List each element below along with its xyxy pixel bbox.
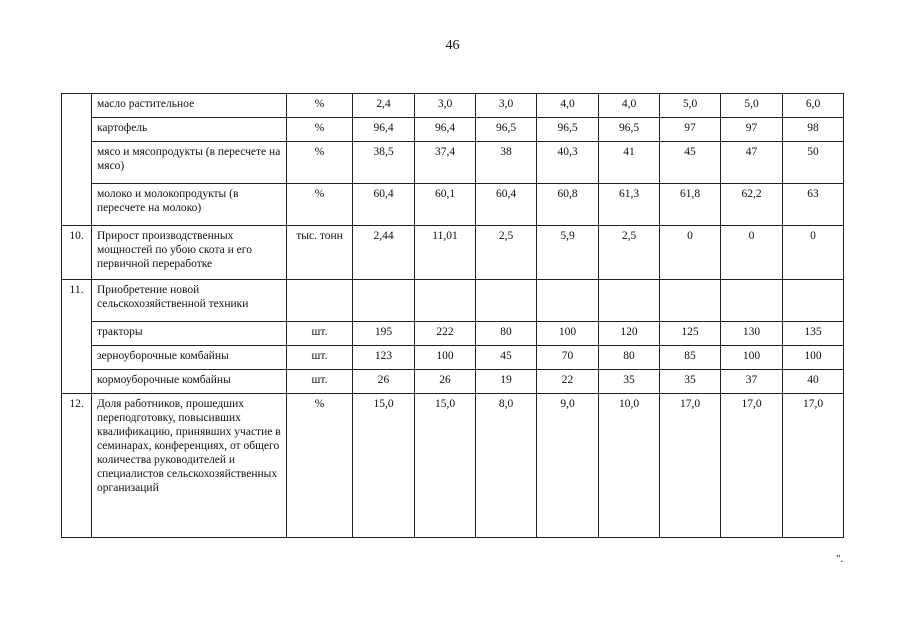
value-cell: 10,0 <box>599 394 660 538</box>
unit-cell: шт. <box>287 370 353 394</box>
value-cell: 5,0 <box>660 94 721 118</box>
indicator-name: тракторы <box>92 322 287 346</box>
value-cell: 96,4 <box>353 118 415 142</box>
value-cell: 15,0 <box>353 394 415 538</box>
value-cell: 37,4 <box>415 142 476 184</box>
unit-cell: % <box>287 118 353 142</box>
value-cell: 96,5 <box>599 118 660 142</box>
row-number <box>62 94 92 226</box>
value-cell: 11,01 <box>415 226 476 280</box>
value-cell: 125 <box>660 322 721 346</box>
value-cell: 5,0 <box>721 94 783 118</box>
table-row <box>62 94 844 118</box>
row-number: 11. <box>62 280 92 394</box>
value-cell: 6,0 <box>783 94 844 118</box>
value-cell: 100 <box>415 346 476 370</box>
table-row <box>62 280 844 322</box>
value-cell: 47 <box>721 142 783 184</box>
row-number: 12. <box>62 394 92 538</box>
value-cell: 2,5 <box>599 226 660 280</box>
value-cell <box>783 280 844 322</box>
value-cell: 96,5 <box>476 118 537 142</box>
value-cell: 2,4 <box>353 94 415 118</box>
value-cell: 9,0 <box>537 394 599 538</box>
unit-cell: % <box>287 184 353 226</box>
value-cell: 96,4 <box>415 118 476 142</box>
value-cell: 222 <box>415 322 476 346</box>
indicator-name: Доля работников, прошедших переподготовку, повысивших квалификацию, принявших участие в семинарах, конференциях, от общего количества руководителей и специалистов сельскохозяйственных организаций <box>92 394 287 538</box>
value-cell: 97 <box>721 118 783 142</box>
table-row <box>62 184 844 226</box>
indicator-name: мясо и мясопродукты (в пересчете на мясо) <box>92 142 287 184</box>
value-cell: 130 <box>721 322 783 346</box>
value-cell: 26 <box>353 370 415 394</box>
indicator-name: Приобретение новой сельскохозяйственной техники <box>92 280 287 322</box>
indicator-name: молоко и молокопродукты (в пересчете на молоко) <box>92 184 287 226</box>
value-cell: 97 <box>660 118 721 142</box>
value-cell: 62,2 <box>721 184 783 226</box>
value-cell: 0 <box>660 226 721 280</box>
value-cell: 22 <box>537 370 599 394</box>
indicator-name: зерноуборочные комбайны <box>92 346 287 370</box>
value-cell: 45 <box>476 346 537 370</box>
value-cell: 35 <box>599 370 660 394</box>
value-cell: 38 <box>476 142 537 184</box>
value-cell: 2,5 <box>476 226 537 280</box>
indicator-name: кормоуборочные комбайны <box>92 370 287 394</box>
page-number: 46 <box>445 38 460 53</box>
value-cell: 19 <box>476 370 537 394</box>
value-cell: 60,1 <box>415 184 476 226</box>
value-cell <box>660 280 721 322</box>
value-cell: 3,0 <box>415 94 476 118</box>
value-cell <box>415 280 476 322</box>
value-cell: 60,4 <box>476 184 537 226</box>
value-cell: 17,0 <box>721 394 783 538</box>
value-cell: 2,44 <box>353 226 415 280</box>
table-row <box>62 322 844 346</box>
table-row <box>62 118 844 142</box>
table-row <box>62 142 844 184</box>
value-cell: 35 <box>660 370 721 394</box>
value-cell: 4,0 <box>599 94 660 118</box>
value-cell: 100 <box>537 322 599 346</box>
value-cell: 61,3 <box>599 184 660 226</box>
table-row <box>62 226 844 280</box>
value-cell: 120 <box>599 322 660 346</box>
value-cell: 100 <box>783 346 844 370</box>
value-cell: 60,4 <box>353 184 415 226</box>
value-cell: 38,5 <box>353 142 415 184</box>
indicator-name: масло растительное <box>92 94 287 118</box>
unit-cell: шт. <box>287 322 353 346</box>
value-cell: 37 <box>721 370 783 394</box>
value-cell: 3,0 <box>476 94 537 118</box>
value-cell <box>353 280 415 322</box>
value-cell: 26 <box>415 370 476 394</box>
value-cell <box>721 280 783 322</box>
closing-quote-mark: ". <box>836 553 844 565</box>
value-cell: 61,8 <box>660 184 721 226</box>
value-cell: 96,5 <box>537 118 599 142</box>
value-cell: 15,0 <box>415 394 476 538</box>
unit-cell: тыс. тонн <box>287 226 353 280</box>
value-cell: 17,0 <box>783 394 844 538</box>
value-cell: 50 <box>783 142 844 184</box>
indicator-name: картофель <box>92 118 287 142</box>
unit-cell: % <box>287 94 353 118</box>
value-cell: 80 <box>476 322 537 346</box>
value-cell: 60,8 <box>537 184 599 226</box>
value-cell: 85 <box>660 346 721 370</box>
value-cell <box>537 280 599 322</box>
unit-cell: шт. <box>287 346 353 370</box>
value-cell: 63 <box>783 184 844 226</box>
unit-cell: % <box>287 394 353 538</box>
value-cell: 100 <box>721 346 783 370</box>
table-row <box>62 346 844 370</box>
value-cell: 8,0 <box>476 394 537 538</box>
value-cell: 45 <box>660 142 721 184</box>
value-cell: 40 <box>783 370 844 394</box>
value-cell: 4,0 <box>537 94 599 118</box>
value-cell: 41 <box>599 142 660 184</box>
indicators-table <box>61 93 844 538</box>
value-cell: 40,3 <box>537 142 599 184</box>
table-row <box>62 394 844 538</box>
value-cell: 0 <box>783 226 844 280</box>
table-row <box>62 370 844 394</box>
value-cell: 135 <box>783 322 844 346</box>
value-cell: 5,9 <box>537 226 599 280</box>
value-cell: 195 <box>353 322 415 346</box>
value-cell <box>476 280 537 322</box>
value-cell: 0 <box>721 226 783 280</box>
indicator-name: Прирост производственных мощностей по убою скота и его первичной переработке <box>92 226 287 280</box>
value-cell: 17,0 <box>660 394 721 538</box>
row-number: 10. <box>62 226 92 280</box>
value-cell: 123 <box>353 346 415 370</box>
unit-cell: % <box>287 142 353 184</box>
unit-cell <box>287 280 353 322</box>
value-cell <box>599 280 660 322</box>
value-cell: 98 <box>783 118 844 142</box>
value-cell: 80 <box>599 346 660 370</box>
value-cell: 70 <box>537 346 599 370</box>
